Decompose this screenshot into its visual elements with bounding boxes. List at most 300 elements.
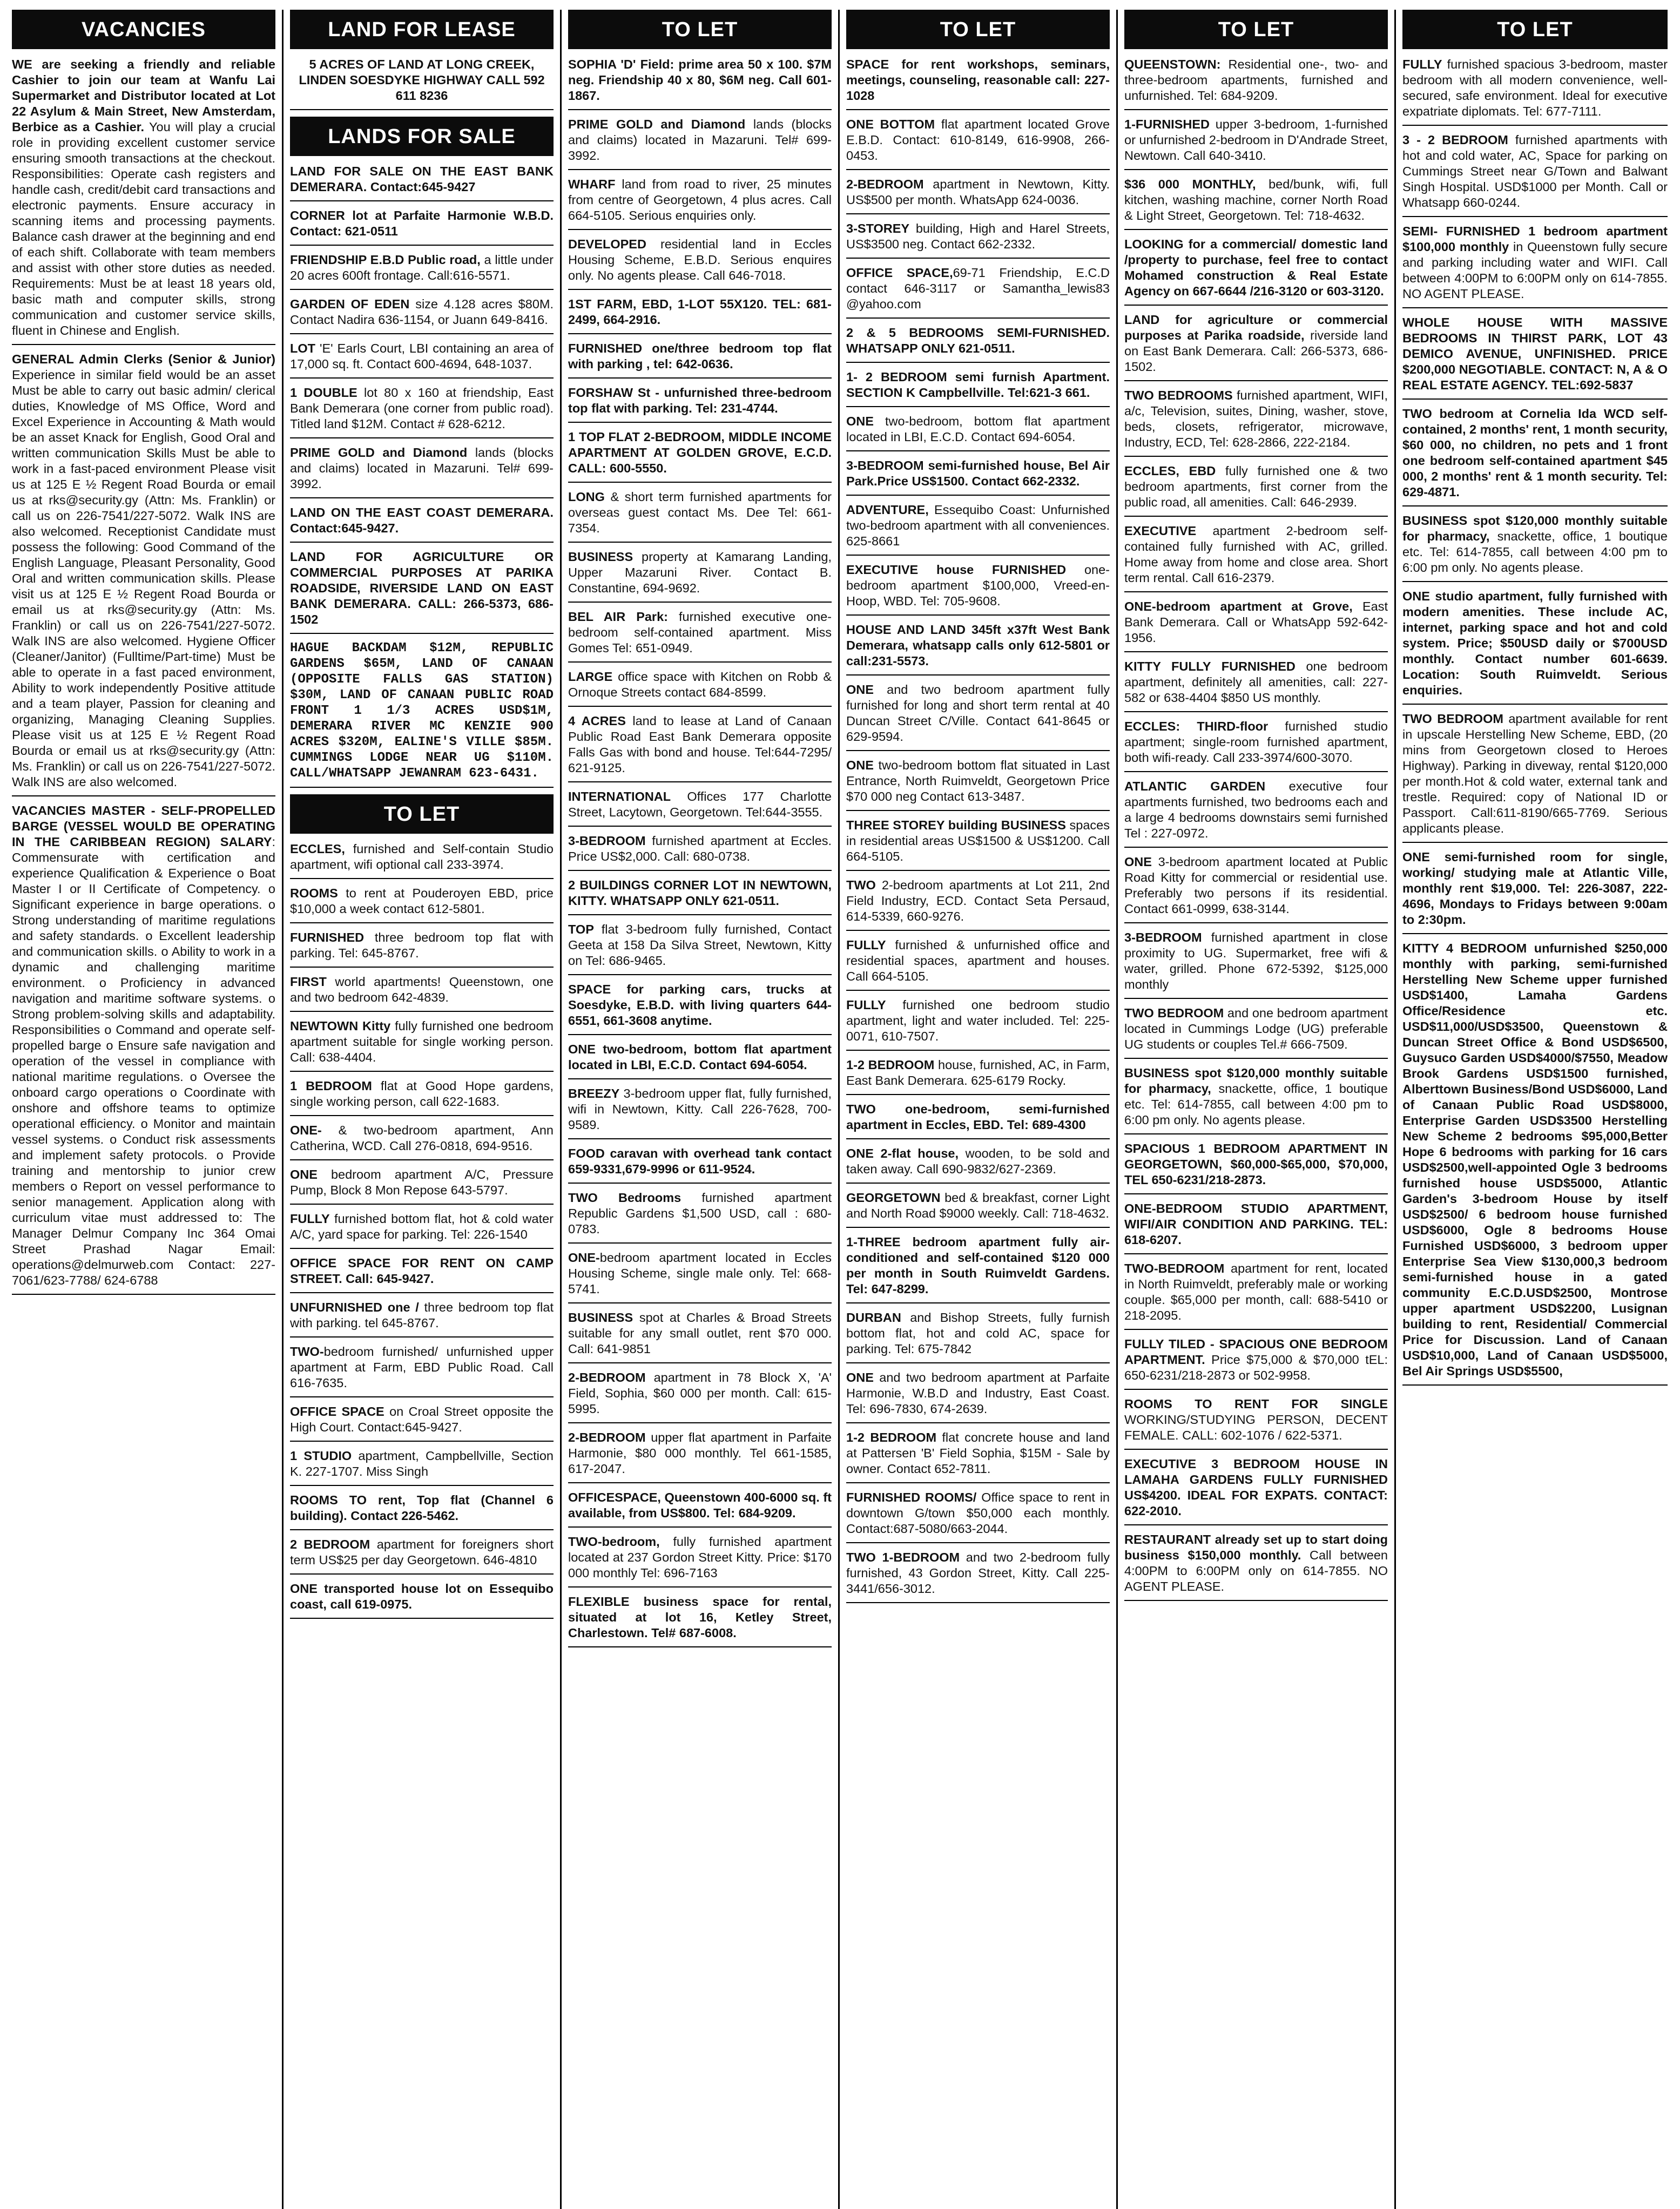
ad-lead: ONE BOTTOM (846, 117, 935, 131)
classified-ad (1124, 854, 1388, 923)
ad-body: fully furnished one bedroom apartment suitable for single working person. Call: 638-4404. (290, 1019, 554, 1064)
ad-lead: OFFICE SPACE (290, 1404, 384, 1418)
classified-ad (846, 1234, 1110, 1303)
ad-lead: FULLY TILED - SPACIOUS ONE BEDROOM APARTMENT. (1124, 1337, 1388, 1367)
classified-ad (568, 549, 832, 603)
classified-ad (846, 1490, 1110, 1543)
ad-lead: LAND FOR AGRICULTURE OR COMMERCIAL PURPOSES AT PARIKA ROADSIDE, RIVERSIDE LAND ON EAST BANK DEMERARA. CALL: 266-5373, 686-1502 (290, 550, 554, 626)
ad-lead: BREEZY (568, 1086, 620, 1100)
ad-lead: LAND for agriculture or commercial purposes at Parika roadside, (1124, 313, 1388, 342)
classified-ad (1124, 1201, 1388, 1254)
ad-lead: ADVENTURE, (846, 503, 929, 517)
ad-lead: LAND FOR SALE ON THE EAST BANK DEMERARA. Contact:645-9427 (290, 164, 554, 194)
ad-lead: ATLANTIC GARDEN (1124, 779, 1266, 793)
ad-body: bedroom furnished/ unfurnished upper apartment at Farm, EBD Public Road. Call 616-7635. (290, 1345, 554, 1390)
ad-lead: FOOD caravan with overhead tank contact 659-9331,679-9996 or 611-9524. (568, 1146, 832, 1176)
ad-lead: ONE (846, 683, 874, 697)
ad-lead: PRIME GOLD and Diamond (568, 117, 746, 131)
ad-body: wooden, to be sold and taken away. Call 690-9832/627-2369. (846, 1146, 1110, 1176)
ad-lead: 3-BEDROOM (1124, 930, 1202, 944)
ad-body: furnished apartment, WIFI, a/c, Television, suites, Dining, washer, stove, beds, closets, refrigerator, microwave, Industry, ECD, Tel: 628-2866, 222-2184. (1124, 388, 1388, 449)
classified-ad (290, 1581, 554, 1619)
classified-ad (12, 352, 275, 796)
ad-lead: OFFICESPACE, Queenstown 400-6000 sq. ft available, from US$800. Tel: 684-9209. (568, 1490, 832, 1520)
ad-body: house, furnished, AC, in Farm, East Bank Demerara. 625-6179 Rocky. (846, 1058, 1110, 1087)
ad-body: 3-bedroom apartment located at Public Road Kitty for commercial or residential use. Preferably two persons if its residential. Contact 661-0999, 638-3144. (1124, 855, 1388, 916)
classified-ad (568, 296, 832, 334)
ad-body: property at Kamarang Landing, Upper Mazaruni River. Contact B. Constantine, 694-9692. (568, 550, 832, 595)
ad-lead: KITTY 4 BEDROOM unfurnished $250,000 monthly with parking, semi-furnished Herstelling New Scheme upper furnished USD$1400, Lamaha Gardens Office/Residence etc. USD$11,000/USD$3500, Queenstown & Duncan Street Office & Bond USD$6500, Guysuco Garden USD$4000/$7550, Meadow Brook Gardens USD$1500 furnished, Alberttown Business/Bond USD$6000, Land of Canaan Public Road USD$8000, Enterprise Garden USD$3500 Herstelling New Scheme 2 bedrooms $95,000,Better Hope 6 bedrooms with parking for 16 cars USD$2500,well-appointed Ogle 3 bedrooms furnished house USD$5000, Atlantic Garden's 3-bedroom House by itself USD$2500/ 6 bedroom house furnished USD$6000, Ogle 8 bedrooms House Furnished USD$6000, 3 bedroom upper Enterprise Sea View $130,000,3 bedroom semi-furnished house in a gated community E.C.D.USD$2500, Montrose upper apartment USD$2200, Lusignan building to rent, Residential/ Commercial Price for Discussion. Land of Canaan USD$10,000, Land of Canaan USD$5000, Bel Air Springs USD$5500, (1402, 941, 1668, 1378)
ad-lead: BUSINESS spot $120,000 monthly suitable for pharmacy, (1124, 1066, 1388, 1096)
ad-lead: CORNER lot at Parfaite Harmonie W.B.D. Contact: 621-0511 (290, 208, 554, 238)
ad-body: two-bedroom, bottom flat apartment located in LBI, E.C.D. Contact 694-6054. (846, 414, 1110, 444)
ad-body: fully furnished apartment located at 237 Gordon Street Kitty. Price: $170 000 monthly Tel: 696-7163 (568, 1535, 832, 1580)
classified-ad (846, 1146, 1110, 1184)
ad-lead: NEWTOWN Kitty (290, 1019, 391, 1033)
section-heading: TO LET (1124, 10, 1388, 49)
ad-lead: 3 - 2 BEDROOM (1402, 133, 1508, 147)
ad-lead: ECCLES, (290, 842, 345, 856)
section-heading: LAND FOR LEASE (290, 10, 554, 49)
classified-ad (1402, 849, 1668, 934)
ad-lead: BUSINESS spot $120,000 monthly suitable for pharmacy, (1402, 514, 1668, 543)
ad-lead: FURNISHED (290, 930, 365, 944)
ad-body: WORKING/STUDYING PERSON, DECENT FEMALE. CALL: 602-1076 / 622-5371. (1124, 1413, 1388, 1442)
ad-lead: FURNISHED ROOMS/ (846, 1490, 977, 1504)
ad-lead: ONE (846, 1370, 874, 1384)
classified-ad (568, 1042, 832, 1079)
ad-body: residential land in Eccles Housing Scheme, E.B.D. Serious enquires only. No agents please. Call 646-7018. (568, 237, 832, 282)
ad-body: bed & breakfast, corner Light and North Road $9000 weekly. Call: 718-4632. (846, 1191, 1110, 1220)
ad-lead: SPACE for rent workshops, seminars, meetings, counseling, reasonable call: 227-1028 (846, 57, 1110, 103)
ad-lead: ONE semi-furnished room for single, working/ studying male at Atlantic Ville, monthly rent $19,000. Tel: 226-3087, 222-4696, Mondays to Fridays between 9:00am to 2:30pm. (1402, 850, 1668, 927)
classified-ad (568, 1370, 832, 1423)
ad-body: 69-71 Friendship, E.C.D contact 646-3117 or Samantha_lewis83 @yahoo.com (846, 266, 1110, 311)
classified-ad (290, 1211, 554, 1249)
ad-body: apartment in Newtown, Kitty. US$500 per month. WhatsApp 624-0036. (846, 177, 1110, 207)
ad-body: furnished apartment in close proximity to UG. Supermarket, free wifi & water, grilled. Phone 672-5392, $125,000 monthly (1124, 930, 1388, 991)
classified-ad (1402, 57, 1668, 126)
classified-ad (846, 937, 1110, 991)
ad-lead: ECCLES, EBD (1124, 464, 1216, 478)
ad-body: bedroom apartment A/C, Pressure Pump, Block 8 Mon Repose 643-5797. (290, 1167, 554, 1197)
ad-body: furnished executive one-bedroom self-contained apartment. Miss Gomes Tel: 651-0949. (568, 610, 832, 655)
classified-ad (846, 117, 1110, 170)
ad-body: and Bishop Streets, fully furnish bottom flat, hot and cold AC, space for parking. Tel: 675-7842 (846, 1310, 1110, 1356)
classified-ad (846, 1550, 1110, 1603)
ad-lead: 1-THREE bedroom apartment fully air-conditioned and self-contained $120 000 per month in South Ruimveldt Gardens. Tel: 647-8299. (846, 1235, 1110, 1296)
ad-lead: SPACIOUS 1 BEDROOM APARTMENT IN GEORGETOWN, $60,000-$65,000, $70,000, TEL 650-6231/218-2873. (1124, 1141, 1388, 1187)
classified-ad (290, 1344, 554, 1397)
classified-ad (1124, 463, 1388, 517)
ad-lead: 2 BEDROOM (290, 1537, 370, 1551)
ad-body: land to lease at Land of Canaan Public Road East Bank Demerara opposite Falls Gas with bond and house. Tel:644-7295/ 621-9125. (568, 714, 832, 775)
classified-ad (568, 237, 832, 290)
classified-ad (290, 445, 554, 498)
classified-ad (846, 1057, 1110, 1095)
classified-ad (1124, 1065, 1388, 1134)
classified-ad (846, 369, 1110, 407)
classified-ad (568, 1594, 832, 1647)
ad-body: & short term furnished apartments for overseas guest contact Ms. Dee Tel: 661-7354. (568, 490, 832, 535)
ad-lead: LARGE (568, 670, 613, 684)
ad-body: in Queenstown fully secure and parking including water and WIFI. Call between 4:00PM to 6:00PM only on 614-7855. NO AGENT PLEASE. (1402, 240, 1668, 301)
classified-ad (290, 1018, 554, 1072)
classified-ad (1124, 1456, 1388, 1525)
ad-body: snackette, office, 1 boutique etc. Tel: 614-7855, call between 4:00 pm to 6:00 pm only. No agents please. (1402, 529, 1668, 575)
ad-lead: $36 000 MONTHLY, (1124, 177, 1256, 191)
ad-lead: ONE- (568, 1251, 600, 1265)
classified-ad (1124, 1532, 1388, 1601)
classified-ad (1402, 406, 1668, 506)
ad-lead: FRIENDSHIP E.B.D Public road, (290, 253, 481, 267)
ad-body: executive four apartments furnished, two bedrooms each and a large 4 bedrooms downstairs semi furnished Tel : 227-0972. (1124, 779, 1388, 840)
classified-ad (846, 458, 1110, 496)
classified-ad (1124, 930, 1388, 999)
classified-ad (1124, 1141, 1388, 1194)
classified-ad (568, 982, 832, 1035)
ad-lead: FULLY (846, 998, 886, 1012)
classified-ad (568, 922, 832, 975)
classified-ad (568, 385, 832, 423)
classified-ad (290, 549, 554, 634)
ad-body: snackette, office, 1 boutique etc. Tel: 614-7855, call between 4:00 pm to 6:00 pm only. No agents please. (1124, 1082, 1388, 1127)
classified-ad (568, 177, 832, 230)
ad-body: and two 2-bedroom fully furnished, 43 Gordon Street, Kitty. Call 225- 3441/656-3012. (846, 1550, 1110, 1596)
classified-ad (1402, 224, 1668, 308)
ad-lead: LOT (290, 341, 315, 355)
ad-body: upper 3-bedroom, 1-furnished or unfurnished 2-bedroom in D'Andrade Street, Newtown. Call 640-3410. (1124, 117, 1388, 163)
ad-body: Offices 177 Charlotte Street, Lacytown, Georgetown. Tel:644-3555. (568, 789, 832, 819)
ad-body: office space with Kitchen on Robb & Ornoque Streets contact 684-8599. (568, 670, 832, 699)
ad-lead: LONG (568, 490, 605, 504)
ad-lead: KITTY FULLY FURNISHED (1124, 659, 1296, 673)
classified-ad (290, 1255, 554, 1293)
classified-ad (290, 974, 554, 1012)
ad-body: apartment 2-bedroom self-contained fully furnished with AC, grilled. Home away from home and close area. Short term rental. Call 616-2379. (1124, 524, 1388, 585)
ad-lead: ONE-bedroom apartment at Grove, (1124, 599, 1353, 613)
ad-body: three bedroom top flat with parking. Tel: 645-8767. (290, 930, 554, 960)
ad-body: Office space to rent in downtown G/town $50,000 each monthly. Contact:687-5080/663-2044. (846, 1490, 1110, 1536)
ad-lead: 3-BEDROOM semi-furnished house, Bel Air Park.Price US$1500. Contact 662-2332. (846, 458, 1110, 488)
ad-lead: TWO 1-BEDROOM (846, 1550, 960, 1564)
ad-body: apartment, Campbellville, Section K. 227-1707. Miss Singh (290, 1449, 554, 1478)
ad-body: furnished one bedroom studio apartment, light and water included. Tel: 225-0071, 610-7507. (846, 998, 1110, 1043)
ad-lead: 2-BEDROOM (568, 1370, 646, 1384)
ad-lead: SEMI- FURNISHED 1 bedroom apartment $100,000 monthly (1402, 224, 1668, 254)
ad-lead: ONE (846, 758, 874, 772)
ad-body: bedroom apartment located in Eccles Housing Scheme, single male only. Tel: 668-5741. (568, 1251, 832, 1296)
ad-body: apartment for foreigners short term US$25 per day Georgetown. 646-4810 (290, 1537, 554, 1567)
classified-ad (290, 841, 554, 879)
classified-ad (568, 1490, 832, 1528)
ad-lead: WE are seeking a friendly and reliable Cashier to join our team at Wanfu Lai Supermarket and Distributor located at Lot 22 Asylum & Main Street, New Amsterdam, Berbice as a Cashier. (12, 57, 275, 134)
ad-body: riverside land on East Bank Demerara. Call: 266-5373, 686-1502. (1124, 328, 1388, 374)
ad-lead: RESTAURANT already set up to start doing business $150,000 monthly. (1124, 1532, 1388, 1562)
classified-ad (1124, 312, 1388, 381)
ad-lead: 1 BEDROOM (290, 1079, 372, 1093)
classified-ad (1124, 1261, 1388, 1330)
ad-lead: TOP (568, 922, 594, 936)
ad-body: furnished apartment at Eccles. Price US$2,000. Call: 680-0738. (568, 834, 832, 863)
ad-lead: BEL AIR Park: (568, 610, 668, 624)
ad-lead: 1 DOUBLE (290, 386, 357, 400)
ad-body: furnished spacious 3-bedroom, master bedroom with all modern convenience, well-secured, safe environment. Ideal for executive expatriate diplomats. Tel: 677-7111. (1402, 57, 1668, 118)
ad-body: flat apartment located Grove E.B.D. Contact: 610-8149, 616-9908, 266-0453. (846, 117, 1110, 163)
ad-lead: TWO BEDROOM (1402, 712, 1503, 726)
classified-ad (290, 930, 554, 968)
classified-ad (290, 886, 554, 923)
ad-lead: BUSINESS (568, 1310, 633, 1325)
classified-ad (846, 1102, 1110, 1139)
section-heading: TO LET (568, 10, 832, 49)
ad-lead: TWO (846, 878, 876, 892)
column-3 (562, 10, 840, 2209)
column-4 (840, 10, 1118, 2209)
ad-lead: TWO- (290, 1345, 324, 1359)
classified-ad (1124, 523, 1388, 592)
ad-body: on Croal Street opposite the High Court. Contact:645-9427. (290, 1404, 554, 1434)
classified-ad (290, 1078, 554, 1116)
classified-ad (846, 622, 1110, 675)
ad-lead: ECCLES: THIRD-floor (1124, 719, 1269, 733)
ad-body: one bedroom apartment, definitely all amenities, call: 227-582 or 638-4404 $850 US monthly. (1124, 659, 1388, 705)
ad-body: 2-bedroom apartments at Lot 211, 2nd Field Industry, ECD. Contact Seta Persaud, 614-5339, 660-9276. (846, 878, 1110, 923)
ad-lead: 1- 2 BEDROOM semi furnish Apartment. SECTION K Campbellville. Tel:621-3 661. (846, 370, 1110, 400)
ad-body: & two-bedroom apartment, Ann Catherina, WCD. Call 276-0818, 694-9516. (290, 1123, 554, 1153)
ad-lead: TWO-bedroom, (568, 1535, 660, 1549)
ad-body: lands (blocks and claims) located in Mazaruni. Tel# 699-3992. (290, 445, 554, 491)
ad-body: : Commensurate with certification and experience Qualification & Experience o Boat Master I or II Certificate of Competency. o Significant experience in barge operations. o Strong understanding of maritime regulations and safety standards. o Excellent leadership and communication skills. o Ability to work in a dynamic and challenging maritime environment. o Proficiency in advanced navigation and maritime software systems. o Strong problem-solving skills and adaptability. Responsibilities o Command and operate self-propelled barge o Ensure safe navigation and operation of the vessel in compliance with national maritime regulations. o Oversee the onboard cargo operations o Coordinate with onshore and offshore teams to optimize operational efficiency. o Monitor and maintain vessel systems. o Conduct risk assessments and implement safety protocols. o Provide training and mentorship to junior crew members o Report on vessel performance to senior management. Application along with curriculum vitae must addressed to: The Manager Delmur Company Inc 364 Omai Street Prashad Nagar Email: operations@delmurweb.com Contact: 227-7061/623-7788/ 624-6788 (12, 835, 275, 1287)
ad-lead: 1 TOP FLAT 2-BEDROOM, MIDDLE INCOME APARTMENT AT GOLDEN GROVE, E.C.D. CALL: 600-5550. (568, 430, 832, 475)
classified-ad (568, 1086, 832, 1139)
ad-lead: 1-FURNISHED (1124, 117, 1210, 131)
ad-lead: ONE transported house lot on Essequibo coast, call 619-0975. (290, 1582, 554, 1611)
column-6 (1396, 10, 1674, 2209)
ad-body: three bedroom top flat with parking. tel 645-8767. (290, 1300, 554, 1330)
ad-body: furnished bottom flat, hot & cold water A/C, yard space for parking. Tel: 226-1540 (290, 1212, 554, 1241)
classified-ad (568, 877, 832, 915)
classified-ad (568, 833, 832, 871)
classified-ad (846, 818, 1110, 871)
classified-ad (1124, 1005, 1388, 1059)
classified-ad (1124, 1336, 1388, 1390)
ad-lead: ONE- (290, 1123, 322, 1137)
ad-lead: 2 & 5 BEDROOMS SEMI-FURNISHED. WHATSAPP ONLY 621-0511. (846, 326, 1110, 355)
classified-ad (1402, 315, 1668, 400)
ad-lead: TWO BEDROOMS (1124, 388, 1233, 402)
ad-body: 3-bedroom upper flat, fully furnished, wifi in Newtown, Kitty. Call 226-7628, 700-9589. (568, 1086, 832, 1132)
classified-ad (1402, 941, 1668, 1386)
classified-ad (290, 385, 554, 438)
classified-ad (568, 669, 832, 707)
classified-ad (290, 341, 554, 379)
ad-lead: BUSINESS (568, 550, 633, 564)
ad-body: flat 3-bedroom fully furnished, Contact Geeta at 158 Da Silva Street, Newtown, Kitty on Tel: 686-9465. (568, 922, 832, 968)
classified-ad (846, 997, 1110, 1051)
classified-ad (290, 1300, 554, 1337)
classified-ad (568, 713, 832, 782)
classified-ad (568, 1250, 832, 1303)
classified-ad (290, 1404, 554, 1442)
section-heading: LANDS FOR SALE (290, 117, 554, 156)
ad-body: spaces in residential areas US$1500 & US$1200. Call 664-5105. (846, 818, 1110, 863)
ad-body: Experience in similar field would be an asset Must be able to carry out basic admin/ clerical duties, Knowledge of MS Office, Word and Excel Experience in Accounting & Math would be an asset Knack for English, Good Oral and written communication Skills Must be able to work in a fast-paced environment Please visit us at 125 E ½ Regent Road Bourda or email us at rks@security.gy (Attn: Ms. Franklin) or call us on 226-7541/227-5072. Walk INS are also welcomed. Receptionist Candidate must possess the following: Good Command of the English Language, Pleasant Personality, Good Oral and written communication skills. Please visit us at 125 E ½ Regent Road Bourda or email us at rks@security.gy (Attn: Ms. Franklin) or call us on 226-7541/227-5072. Walk INS are also welcomed. Hygiene Officer (Cleaner/Janitor) (Fulltime/Part-time) Must be able to operate in a fast paced environment, Ability to work independently Positive attitude and a team player, Passion for cleaning and organizing, Managing Cleaning Supplies. Please visit us at 125 E ½ Regent Road Bourda or email us at rks@security.gy (Attn: Ms. Franklin) or call us on 226-7541/227-5072. Walk INS are also welcomed. (12, 368, 275, 789)
ad-lead: TWO bedroom at Cornelia Ida WCD self-contained, 2 months' rent, 1 month security, $60 000, no children, no pets and 1 front one bedroom self-contained apartment $45 000, 2 months' rent & 1 month security. Tel: 629-4871. (1402, 407, 1668, 499)
ad-body: two-bedroom bottom flat situated in Last Entrance, North Ruimveldt, Georgetown Price $70 000 neg Contact 613-3487. (846, 758, 1110, 803)
ad-lead: EXECUTIVE (1124, 524, 1197, 538)
ad-body: and two bedroom apartment fully furnished for long and short term rental at 40 Duncan Street C/Ville. Contact 641-8645 or 629-9594. (846, 683, 1110, 744)
classified-ad (846, 502, 1110, 556)
classified-ad (290, 1167, 554, 1205)
column-2 (284, 10, 562, 2209)
classified-ad (846, 758, 1110, 811)
ad-lead: 1ST FARM, EBD, 1-LOT 55X120. TEL: 681-2499, 664-2916. (568, 297, 832, 327)
ad-lead: 1 STUDIO (290, 1449, 352, 1463)
ad-body: and two bedroom apartment at Parfaite Harmonie, W.B.D and Industry, East Coast. Tel: 696-7830, 674-2639. (846, 1370, 1110, 1416)
classified-ad (1124, 659, 1388, 712)
ad-lead: EXECUTIVE 3 BEDROOM HOUSE IN LAMAHA GARDENS FULLY FURNISHED US$4200. IDEAL FOR EXPATS. CONTACT: 622-2010. (1124, 1457, 1388, 1518)
ad-body: Call between 4:00PM to 6:00PM only on 614-7855. NO AGENT PLEASE. (1124, 1548, 1388, 1593)
ad-body: Price $75,000 & $70,000 tEL: 650-6231/218-2873 or 502-9958. (1124, 1353, 1388, 1382)
section-heading: TO LET (290, 794, 554, 834)
ad-lead: DURBAN (846, 1310, 901, 1325)
ad-body: bed/bunk, wifi, full kitchen, washing machine, corner North Road & Light Street, Georgetown. Tel: 718-4632. (1124, 177, 1388, 222)
classified-ad (1124, 599, 1388, 652)
ad-lead: 2 BUILDINGS CORNER LOT IN NEWTOWN, KITTY. WHATSAPP ONLY 621-0511. (568, 878, 832, 908)
ad-lead: FURNISHED one/three bedroom top flat with parking , tel: 642-0636. (568, 341, 832, 371)
classified-ad (846, 265, 1110, 319)
ad-lead: SPACE for parking cars, trucks at Soesdyke, E.B.D. with living quarters 644-6551, 661-3608 anytime. (568, 982, 832, 1028)
ad-body: furnished and Self-contain Studio apartment, wifi optional call 233-3974. (290, 842, 554, 872)
classified-ad (1124, 719, 1388, 772)
ad-body: world apartments! Queenstown, one and two bedroom 642-4839. (290, 975, 554, 1004)
classified-ad (846, 57, 1110, 110)
classified-ad (290, 164, 554, 201)
ad-body: and one bedroom apartment located in Cummings Lodge (UG) preferable UG students or couples Tel.# 666-7509. (1124, 1006, 1388, 1051)
column-1 (5, 10, 284, 2209)
ad-lead: THREE STOREY building BUSINESS (846, 818, 1066, 832)
classified-ad (290, 57, 554, 110)
ad-body: flat at Good Hope gardens, single working person, call 622-1683. (290, 1079, 554, 1109)
ad-body: furnished studio apartment; single-room furnished apartment, both wifi-ready. Call 233-3974/600-3070. (1124, 719, 1388, 765)
classified-ad (290, 1123, 554, 1160)
ad-body: upper flat apartment in Parfaite Harmonie, $80 000 monthly. Tel 661-1585, 617-2047. (568, 1430, 832, 1476)
classified-ad (846, 325, 1110, 363)
ad-lead: SOPHIA 'D' Field: prime area 50 x 100. $7M neg. Friendship 40 x 80, $6M neg. Call 601-1867. (568, 57, 832, 103)
ad-lead: 4 ACRES (568, 714, 626, 728)
classified-ad (846, 682, 1110, 751)
classified-ad (846, 1370, 1110, 1423)
classified-ad (1402, 589, 1668, 705)
classified-ad (846, 177, 1110, 214)
ad-lead: GARDEN OF EDEN (290, 297, 410, 311)
classified-ad (290, 505, 554, 543)
ad-lead: TWO one-bedroom, semi-furnished apartment in Eccles, EBD. Tel: 689-4300 (846, 1102, 1110, 1132)
ad-body: East Bank Demerara. Call or WhatsApp 592-642-1956. (1124, 599, 1388, 645)
ad-lead: OFFICE SPACE FOR RENT ON CAMP STREET. Call: 645-9427. (290, 1256, 554, 1286)
ad-lead: HOUSE AND LAND 345ft x37ft West Bank Demerara, whatsapp calls only 612-5801 or call:231-5573. (846, 623, 1110, 668)
ad-body: Residential one-, two- and three-bedroom apartments, furnished and unfurnished. Tel: 684-9209. (1124, 57, 1388, 103)
classified-ad (568, 1310, 832, 1363)
classified-ad (290, 296, 554, 334)
ad-lead: ROOMS (290, 886, 338, 900)
ad-lead: ONE 2-flat house, (846, 1146, 959, 1160)
ad-body: apartment available for rent in upscale Herstelling New Scheme, EBD, (20 mins from Georgetown closed to Heroes Highway). Parking in diveway, rental $120,000 per month.Hot & cold water, external tank and trestle. Required: copy of National ID or Passport. Call:611-8190/665-7769. Serious applicants please. (1402, 712, 1668, 835)
ad-lead: WHOLE HOUSE WITH MASSIVE BEDROOMS IN THIRST PARK, LOT 43 DEMICO AVENUE, UNFINISHED. PRICE $200,000 NEGOTIABLE. CONTACT: N, A & O REAL ESTATE AGENCY. TEL:692-5837 (1402, 315, 1668, 392)
ad-lead: FULLY (290, 1212, 330, 1226)
classified-ad (568, 429, 832, 483)
ad-lead: LAND ON THE EAST COAST DEMERARA. Contact:645-9427. (290, 505, 554, 535)
ad-body: Essequibo Coast: Unfurnished two-bedroom apartment with all conveniences. 625-8661 (846, 503, 1110, 548)
classified-ad (568, 1534, 832, 1587)
classified-ad (1124, 57, 1388, 110)
classified-ad (846, 221, 1110, 259)
classified-ad (290, 1492, 554, 1530)
classified-ad (846, 562, 1110, 616)
ad-body: spot at Charles & Broad Streets suitable for any small outlet, rent $70 000. Call: 641-9851 (568, 1310, 832, 1356)
ad-lead: FULLY (846, 938, 886, 952)
ad-body: furnished & unfurnished office and residential spaces, apartment and houses. Call 664-5105. (846, 938, 1110, 983)
classified-ad (568, 117, 832, 170)
classified-ad (1124, 117, 1388, 170)
classified-ad (846, 414, 1110, 451)
ad-lead: TWO Bedrooms (568, 1191, 682, 1205)
ad-lead: 3-BEDROOM (568, 834, 646, 848)
classified-ad (1402, 711, 1668, 843)
ad-lead: INTERNATIONAL (568, 789, 671, 803)
ad-body: furnished apartments with hot and cold water, AC, Space for parking on Cummings Street near G/Town and Balwant Singh Hospital. USD$1000 per Month. Call or Whatsapp 660-0244. (1402, 133, 1668, 210)
classified-ad (846, 1310, 1110, 1363)
classified-ad (290, 1448, 554, 1486)
ad-lead: ONE studio apartment, fully furnished with modern amenities. These include AC, internet, parking space and hot and cold system. Price; $50USD daily or $700USD monthly. Contact number 601-6639. Location: South Ruimveldt. Serious enquiries. (1402, 589, 1668, 697)
classified-ad (12, 57, 275, 345)
ad-body: a little under 20 acres 600ft frontage. Call:616-5571. (290, 253, 554, 282)
classified-ad (1124, 177, 1388, 230)
section-heading: TO LET (846, 10, 1110, 49)
ad-body: size 4.128 acres $80M. Contact Nadira 636-1154, or Juann 649-8416. (290, 297, 554, 327)
ad-body: land from road to river, 25 minutes from centre of Georgetown, 4 plus acres. Call 664-5105. Serious enquiries only. (568, 177, 832, 222)
classified-ad (1124, 388, 1388, 457)
ad-lead: ONE (1124, 855, 1152, 869)
classified-ad (568, 1430, 832, 1483)
ad-body: lot 80 x 160 at friendship, East Bank Demerara (one corner from public road). Titled land $12M. Contact # 628-6212. (290, 386, 554, 431)
ad-body: lands (blocks and claims) located in Mazaruni. Tel# 699-3992. (568, 117, 832, 163)
classified-ad (1124, 1396, 1388, 1450)
classified-ad (1402, 132, 1668, 217)
ad-lead: ONE (846, 414, 874, 428)
ad-body: flat concrete house and land at Pattersen 'B' Field Sophia, $15M - Sale by owner. Contact 652-7811. (846, 1430, 1110, 1476)
classified-ad (290, 640, 554, 788)
section-heading: TO LET (1402, 10, 1668, 49)
ad-lead: DEVELOPED (568, 237, 646, 251)
classified-ad (1124, 779, 1388, 848)
ad-lead: ONE (290, 1167, 318, 1181)
ad-lead: QUEENSTOWN: (1124, 57, 1221, 71)
classified-ad (12, 803, 275, 1295)
classified-ad (568, 489, 832, 543)
ad-lead: FORSHAW St - unfurnished three-bedroom top flat with parking. Tel: 231-4744. (568, 386, 832, 415)
ad-body: furnished apartment Republic Gardens $1,500 USD, call : 680-0783. (568, 1191, 832, 1236)
ad-lead: 5 ACRES OF LAND AT LONG CREEK, LINDEN SOESDYKE HIGHWAY CALL 592 611 8236 (299, 57, 545, 103)
ad-lead: FIRST (290, 975, 327, 989)
classified-ad (846, 877, 1110, 931)
section-heading: VACANCIES (12, 10, 275, 49)
ad-lead: 1-2 BEDROOM (846, 1058, 935, 1072)
classified-ad (290, 208, 554, 246)
classified-ad (290, 252, 554, 290)
ad-lead: ONE-BEDROOM STUDIO APARTMENT, WIFI/AIR CONDITION AND PARKING. TEL: 618-6207. (1124, 1201, 1388, 1247)
